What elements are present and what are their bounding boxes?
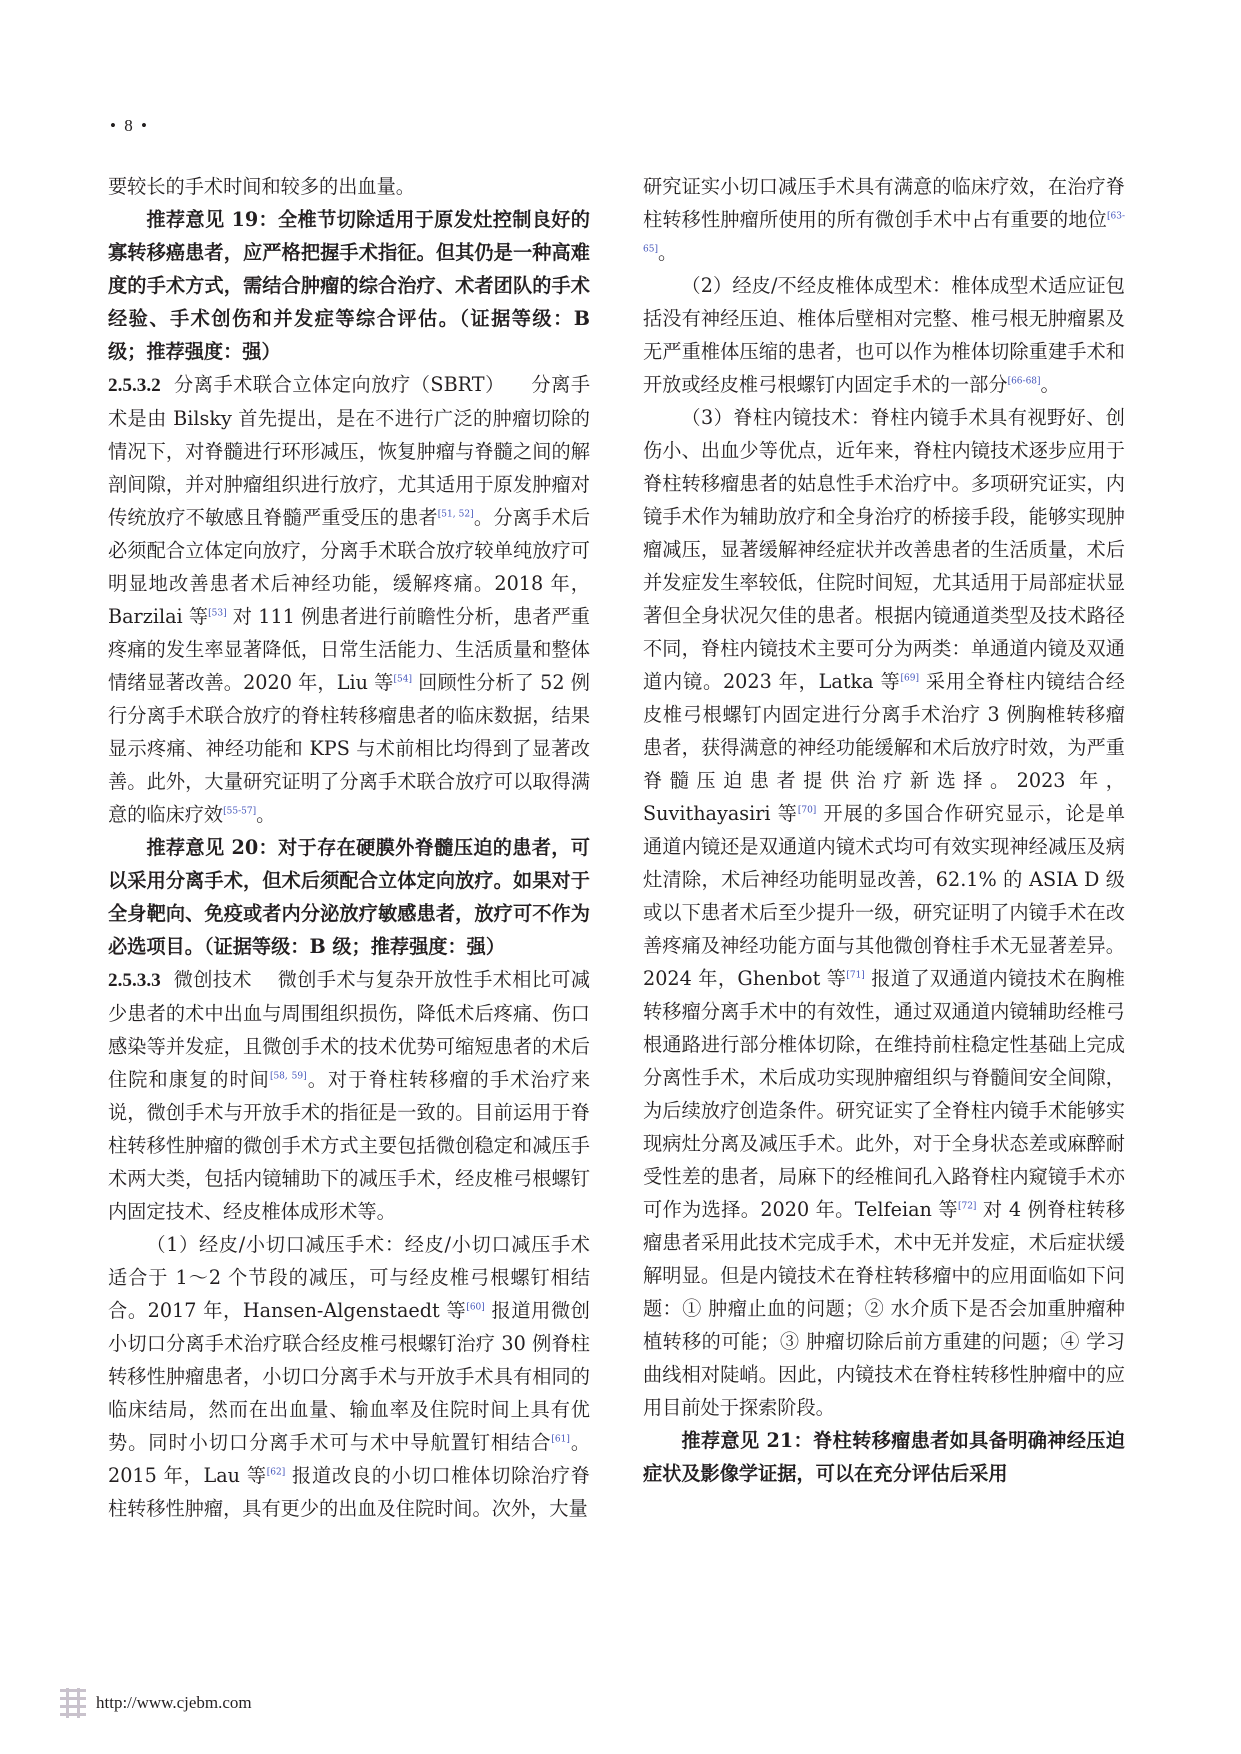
section-number: 2.5.3.3 bbox=[108, 970, 161, 991]
citation-link[interactable]: [61] bbox=[551, 1434, 570, 1445]
section-title: 分离手术联合立体定向放疗（SBRT） bbox=[174, 373, 505, 396]
body-text: 。分离手术后必须配合立体定向放疗，分离手术联合放疗较单纯放疗可明显地改善患者术后神经功能，缓解疼痛。2018 年，Barzilai 等 bbox=[108, 506, 591, 628]
body-text: 。对于脊柱转移瘤的手术治疗来说，微创手术与开放手术的指征是一致的。目前运用于脊柱转移性肿瘤的微创手术方式主要包括微创稳定和减压手术两大类，包括内镜辅助下的减压手术，经皮椎弓根螺钉内固定技术、经皮椎体成形术等。 bbox=[108, 1068, 591, 1223]
body-text: （1）经皮/小切口减压手术：经皮/小切口减压手术适合于 1～2 个节段的减压，可与经皮椎弓根螺钉相结合。2017 年，Hansen-Algenstaedt 等 bbox=[108, 1233, 590, 1322]
body-text: 报道了双通道内镜技术在胸椎转移瘤分离手术中的有效性，通过双通道内镜辅助经椎弓根通路进行部分椎体切除，在维持前柱稳定性基础上完成分离性手术，术后成功实现肿瘤组织与脊髓间安全间隙，为后续放疗创造条件。研究证实了全脊柱内镜手术能够实现病灶分离及减压手术。此外，对于全身状态差或麻醉耐受性差的患者，局麻下的经椎间孔入路脊柱内窥镜手术亦可作为选择。2020 年。Telfeian 等 bbox=[643, 967, 1125, 1221]
journal-url-link[interactable]: http://www.cjebm.com bbox=[96, 1693, 252, 1712]
item-3 bbox=[643, 401, 1125, 1424]
body-text: 。 bbox=[657, 241, 678, 264]
citation-link[interactable]: [72] bbox=[957, 1201, 977, 1212]
footer bbox=[58, 1683, 252, 1723]
body-text: 。 bbox=[1040, 373, 1060, 396]
left-column bbox=[108, 170, 590, 1525]
citation-link[interactable]: [69] bbox=[900, 673, 919, 684]
item-2 bbox=[643, 269, 1125, 401]
section-title: 微创技术 bbox=[173, 968, 252, 991]
recommendation-19: 推荐意见 19：全椎节切除适用于原发灶控制良好的寡转移癌患者，应严格把握手术指征。但其仍是一种高难度的手术方式，需结合肿瘤的综合治疗、术者团队的手术经验、手术创伤和并发症等综合评估。（证据等级：B 级；推荐强度：强） bbox=[108, 208, 590, 363]
body-text: 分离手术是由 Bilsky 首先提出，是在不进行广泛的肿瘤切除的情况下，对脊髓进行环形减压，恢复肿瘤与脊髓之间的解剖间隙，并对肿瘤组织进行放疗，尤其适用于原发肿瘤对传统放疗不敏感且脊髓严重受压的患者 bbox=[108, 373, 591, 529]
item-1 bbox=[108, 1228, 590, 1525]
citation-link[interactable]: [60] bbox=[466, 1302, 485, 1313]
right-column bbox=[643, 170, 1125, 1490]
citation-link[interactable]: [66-68] bbox=[1007, 376, 1041, 387]
body-text: 对 111 例患者进行前瞻性分析，患者严重疼痛的发生率显著降低，日常生活能力、生活质量和整体情绪显著改善。2020 年，Liu 等 bbox=[108, 605, 590, 694]
citation-link[interactable]: [71] bbox=[846, 970, 865, 981]
citation-link[interactable]: [53] bbox=[208, 608, 227, 619]
body-text: 研究证实小切口减压手术具有满意的临床疗效，在治疗脊柱转移性肿瘤所使用的所有微创手术中占有重要的地位 bbox=[643, 175, 1125, 231]
page-number: • 8 • bbox=[110, 116, 149, 135]
paragraph: 要较长的手术时间和较多的出血量。 bbox=[108, 175, 415, 198]
body-text: 微创手术与复杂开放性手术相比可减少患者的术中出血与周围组织损伤，降低术后疼痛、伤口感染等并发症，且微创手术的技术优势可缩短患者的术后住院和康复的时间 bbox=[108, 968, 591, 1091]
citation-link[interactable]: [54] bbox=[393, 674, 412, 685]
section-2-5-3-2 bbox=[108, 368, 590, 831]
citation-link[interactable]: [51, 52] bbox=[437, 509, 474, 520]
paragraph bbox=[643, 170, 1125, 269]
body-text: 回顾性分析了 52 例行分离手术联合放疗的脊柱转移瘤患者的临床数据，结果显示疼痛、神经功能和 KPS 与术前相比均得到了显著改善。此外，大量研究证明了分离手术联合放疗可以取得满意的临床疗效 bbox=[108, 671, 590, 826]
body-text: 报道改良的小切口椎体切除治疗脊柱转移性肿瘤，具有更少的出血及住院时间。次外，大量 bbox=[108, 1464, 590, 1520]
journal-logo-icon bbox=[58, 1686, 88, 1720]
body-text: 报道用微创小切口分离手术治疗联合经皮椎弓根螺钉治疗 30 例脊柱转移性肿瘤患者，小切口分离手术与开放手术具有相同的临床结局，然而在出血量、输血率及住院时间上具有优势。同时小切口分离手术可与术中导航置钉相结合 bbox=[108, 1299, 590, 1454]
citation-link[interactable]: [62] bbox=[266, 1467, 286, 1478]
body-text: 。 bbox=[256, 803, 276, 826]
section-2-5-3-3 bbox=[108, 963, 590, 1228]
body-text: 。2015 年，Lau 等 bbox=[108, 1431, 591, 1487]
citation-link[interactable]: [55-57] bbox=[223, 806, 257, 817]
body-text: （3）脊柱内镜技术：脊柱内镜手术具有视野好、创伤小、出血少等优点，近年来，脊柱内镜技术逐步应用于脊柱转移瘤患者的姑息性手术治疗中。多项研究证实，内镜手术作为辅助放疗和全身治疗的桥接手段，能够实现肿瘤减压，显著缓解神经症状并改善患者的生活质量，术后并发症发生率较低，住院时间短，尤其适用于局部症状显著但全身状况欠佳的患者。根据内镜通道类型及技术路径不同，脊柱内镜技术主要可分为两类：单通道内镜及双通道内镜。2023 年，Latka 等 bbox=[643, 406, 1125, 693]
body-text: 采用全脊柱内镜结合经皮椎弓根螺钉内固定进行分离手术治疗 3 例胸椎转移瘤患者，获得满意的神经功能缓解和术后放疗时效，为严重脊髓压迫患者提供治疗新选择。2023 年，Suvithayasiri 等 bbox=[643, 670, 1125, 825]
body-text: （2）经皮/不经皮椎体成型术：椎体成型术适应证包括没有神经压迫、椎体后壁相对完整、椎弓根无肿瘤累及无严重椎体压缩的患者，也可以作为椎体切除重建手术和开放或经皮椎弓根螺钉内固定手术的一部分 bbox=[643, 274, 1125, 396]
recommendation-21: 推荐意见 21：脊柱转移瘤患者如具备明确神经压迫症状及影像学证据，可以在充分评估后采用 bbox=[643, 1429, 1125, 1485]
citation-link[interactable]: [63-65] bbox=[643, 211, 1125, 255]
section-number: 2.5.3.2 bbox=[108, 375, 161, 396]
citation-link[interactable]: [70] bbox=[797, 805, 817, 816]
body-text: 开展的多国合作研究显示，论是单通道内镜还是双通道内镜术式均可有效实现神经减压及病灶清除，术后神经功能明显改善，62.1% 的 ASIA D 级或以下患者术后至少提升一级，研究证明了内镜手术在改善疼痛及神经功能方面与其他微创脊柱手术无显著差异。2024 年，Ghenbot 等 bbox=[643, 802, 1125, 990]
recommendation-20: 推荐意见 20：对于存在硬膜外脊髓压迫的患者，可以采用分离手术，但术后须配合立体定向放疗。如果对于全身靶向、免疫或者内分泌放疗敏感患者，放疗可不作为必选项目。（证据等级：B 级；推荐强度：强） bbox=[108, 836, 590, 958]
body-text: 对 4 例脊柱转移瘤患者采用此技术完成手术，术中无并发症，术后症状缓解明显。但是内镜技术在脊柱转移瘤中的应用面临如下问题：① 肿瘤止血的问题；② 水介质下是否会加重肿瘤种植转移的可能；③ 肿瘤切除后前方重建的问题；④ 学习曲线相对陡峭。因此，内镜技术在脊柱转移性肿瘤中的应用目前处于探索阶段。 bbox=[643, 1198, 1126, 1419]
citation-link[interactable]: [58, 59] bbox=[269, 1071, 307, 1082]
